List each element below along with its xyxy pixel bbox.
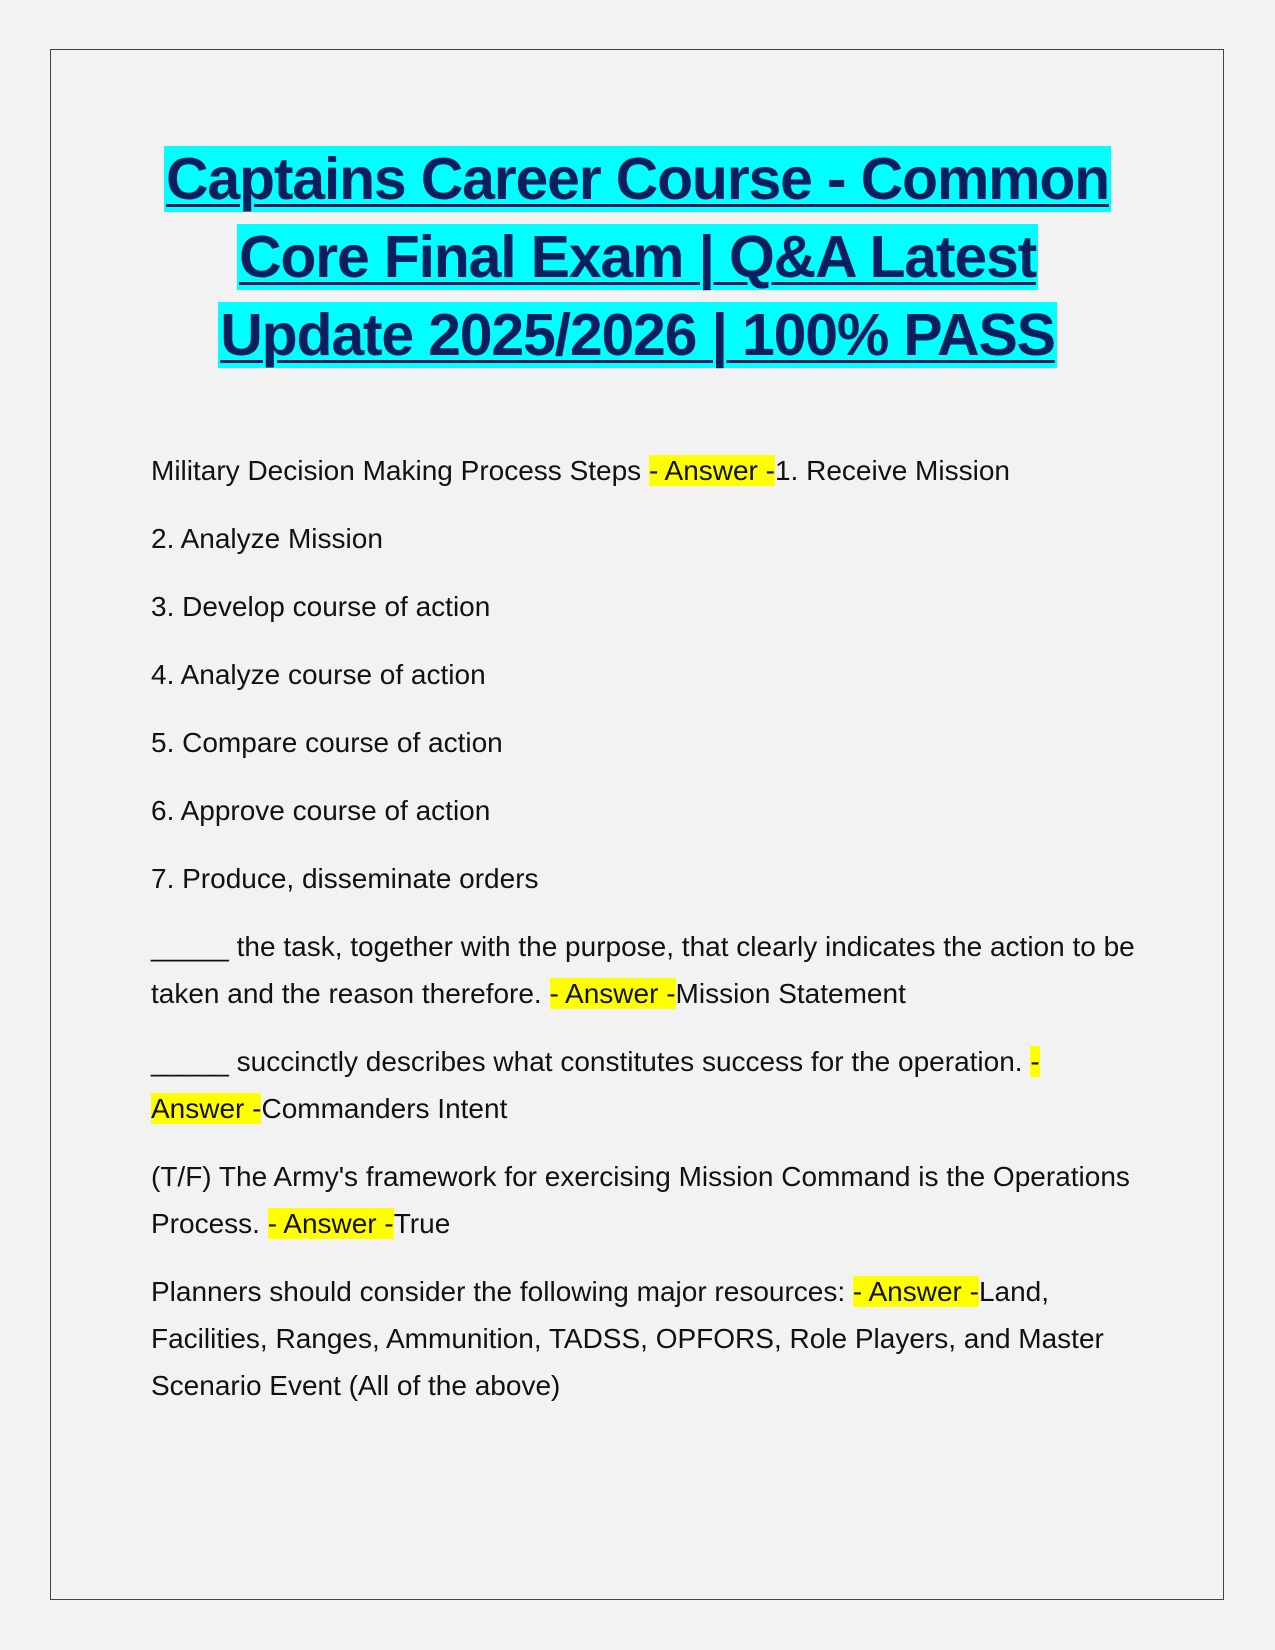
document-title xyxy=(100,140,1175,374)
answer-text: True xyxy=(393,1208,451,1239)
title-line-2-text: Core Final Exam | Q&A Latest xyxy=(238,224,1037,290)
question-text: _____ succinctly describes what constitutes success for the operation. xyxy=(151,1046,1031,1077)
answer-text: Commanders Intent xyxy=(261,1093,508,1124)
mdmp-step: 3. Develop course of action xyxy=(151,591,491,622)
answer-marker: - Answer - xyxy=(151,1046,1040,1124)
question-text: Planners should consider the following major resources: xyxy=(151,1276,853,1307)
mdmp-step: 2. Analyze Mission xyxy=(151,523,383,554)
question-text: Military Decision Making Process Steps xyxy=(151,455,649,486)
title-line-3-text: Update 2025/2026 | 100% PASS xyxy=(220,302,1055,368)
answer-marker: - Answer - xyxy=(648,455,775,486)
mdmp-step: 7. Produce, disseminate orders xyxy=(151,863,539,894)
mdmp-step: 5. Compare course of action xyxy=(151,727,503,758)
mdmp-step: 6. Approve course of action xyxy=(151,795,491,826)
answer-marker: - Answer - xyxy=(549,978,676,1009)
answer-marker: - Answer - xyxy=(852,1276,979,1307)
qa-item-resources xyxy=(151,1268,1136,1409)
qa-item-mdmp xyxy=(151,447,1136,494)
qa-content xyxy=(151,447,1136,1430)
question-text: (T/F) The Army's framework for exercising Mission Command is the Operations Process. xyxy=(151,1161,1130,1239)
qa-item-mission-statement xyxy=(151,923,1136,1017)
qa-item-true-false xyxy=(151,1153,1136,1247)
mdmp-step: 4. Analyze course of action xyxy=(151,659,486,690)
question-text: _____ the task, together with the purpose, that clearly indicates the action to be taken and the reason therefore. xyxy=(151,931,1135,1009)
answer-text: Land, Facilities, Ranges, Ammunition, TADSS, OPFORS, Role Players, and Master Scenario Event (All of the above) xyxy=(151,1276,1104,1401)
answer-text: 1. Receive Mission xyxy=(774,455,1010,486)
title-line-1-text: Captains Career Course - Common xyxy=(165,146,1110,212)
answer-text: Mission Statement xyxy=(675,978,906,1009)
title-line-2 xyxy=(100,218,1175,296)
qa-item-commanders-intent xyxy=(151,1038,1136,1132)
title-line-3 xyxy=(100,296,1175,374)
title-line-1 xyxy=(100,140,1175,218)
answer-marker: - Answer - xyxy=(267,1208,394,1239)
